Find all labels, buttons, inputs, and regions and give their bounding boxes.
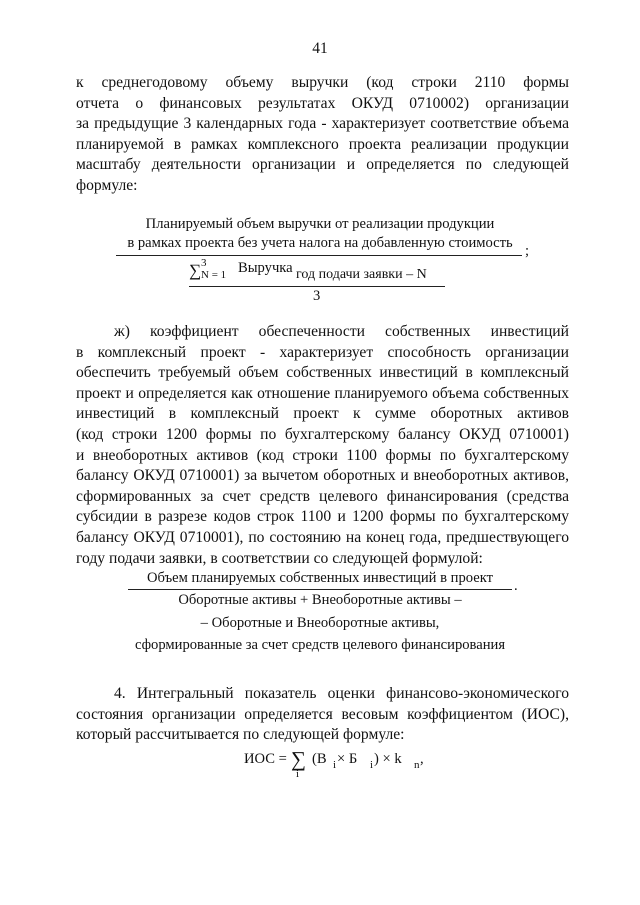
formula3-paren-open: (В — [312, 751, 327, 767]
text-line: балансу ОКУД 0710001) за вычетом оборотных и внеоборотных активов, — [76, 467, 569, 485]
formula1-sum-upper: 3 — [201, 257, 207, 269]
text-line: (код строки 1200 формы по бухгалтерскому балансу ОКУД 0710001) — [76, 425, 569, 443]
formula2-numerator: Объем планируемых собственных инвестиций в проект — [147, 570, 493, 586]
text-line: к среднегодовому объему выручки (код строки 2110 формы — [76, 74, 569, 91]
formula2-fraction-bar — [128, 589, 512, 590]
formula1-revenue-subscript: год подачи заявки – N — [296, 267, 427, 282]
formula1-numerator-line2: в рамках проекта без учета налога на добавленную стоимость — [127, 235, 513, 251]
formula1-sum-lower: N = 1 — [201, 269, 227, 281]
formula1-numerator-line1: Планируемый объем выручки от реализации продукции — [145, 216, 495, 232]
text-line: состояния организации определяется весовым коэффициентом (ИОС), — [76, 705, 569, 723]
formula3-index-n: n — [414, 759, 420, 771]
text-line: проект и определяется как отношение планируемого объема собственных — [76, 384, 569, 402]
paragraph-revenue-ratio — [76, 73, 569, 197]
formula3-comma: , — [420, 751, 424, 767]
formula3-index-i2: i — [370, 759, 374, 771]
text-line: обеспечить требуемый объем собственных инвестиций в комплексный — [76, 364, 569, 382]
formula3-lhs: ИОС = — [244, 751, 287, 767]
formula1-fraction-bar — [116, 255, 522, 256]
text-line: году подачи заявки, в соответствии со следующей формулой: — [76, 549, 483, 567]
sum-sign-icon: ∑ — [189, 261, 202, 280]
page-number: 41 — [312, 40, 328, 57]
text-line: планируемой в рамках комплексного проекта реализации продукции — [76, 135, 569, 153]
text-line: инвестиций в комплексный проект к сумме оборотных активов — [76, 405, 569, 423]
text-line: масштабу деятельности организации и определяется по следующей — [76, 156, 569, 174]
text-line: 4. Интегральный показатель оценки финансово-экономического — [114, 685, 569, 702]
formula1-inner-fraction-bar — [189, 286, 445, 287]
text-line: в комплексный проект - характеризует способность организации — [76, 343, 569, 361]
text-line: отчета о финансовых результатах ОКУД 0710002) организации — [76, 94, 569, 112]
formula3-times-k: ) × k — [374, 751, 402, 767]
text-line: который рассчитывается по следующей формуле: — [76, 726, 405, 744]
text-line: формуле: — [76, 176, 138, 194]
sum-sign-icon: ∑ — [291, 747, 306, 771]
text-line: за предыдущие 3 календарных года - характеризует соответствие объема — [76, 115, 569, 133]
formula1-divisor: 3 — [313, 288, 321, 304]
formula2-denominator-line3: сформированные за счет средств целевого финансирования — [134, 637, 506, 653]
paragraph-own-investment-ratio — [76, 322, 569, 569]
paragraph-integral-indicator — [76, 684, 569, 746]
text-line: ж) коэффициент обеспеченности собственных инвестиций — [114, 323, 569, 340]
text-line: субсидии в разрезе кодов строк 1100 и 1200 формы по бухгалтерскому — [76, 508, 569, 526]
formula2-denominator-line2: – Оборотные и Внеоборотные активы, — [200, 615, 440, 631]
formula2-dot: . — [514, 578, 518, 594]
formula3-sum-index: i — [296, 768, 300, 780]
formula3-times-b: × Б — [337, 751, 358, 767]
formula3-index-i1: i — [333, 759, 337, 771]
text-line: балансу ОКУД 0710001), по состоянию на конец года, предшествующего — [76, 528, 569, 546]
text-line: и внеоборотных активов (код строки 1100 формы по бухгалтерскому — [76, 446, 569, 464]
formula1-semicolon: ; — [525, 243, 530, 259]
formula2-denominator-line1: Оборотные активы + Внеоборотные активы – — [178, 592, 462, 608]
text-line: сформированных за счет средств целевого финансирования (средства — [76, 487, 569, 505]
formula1-revenue-label: Выручка — [238, 260, 293, 276]
